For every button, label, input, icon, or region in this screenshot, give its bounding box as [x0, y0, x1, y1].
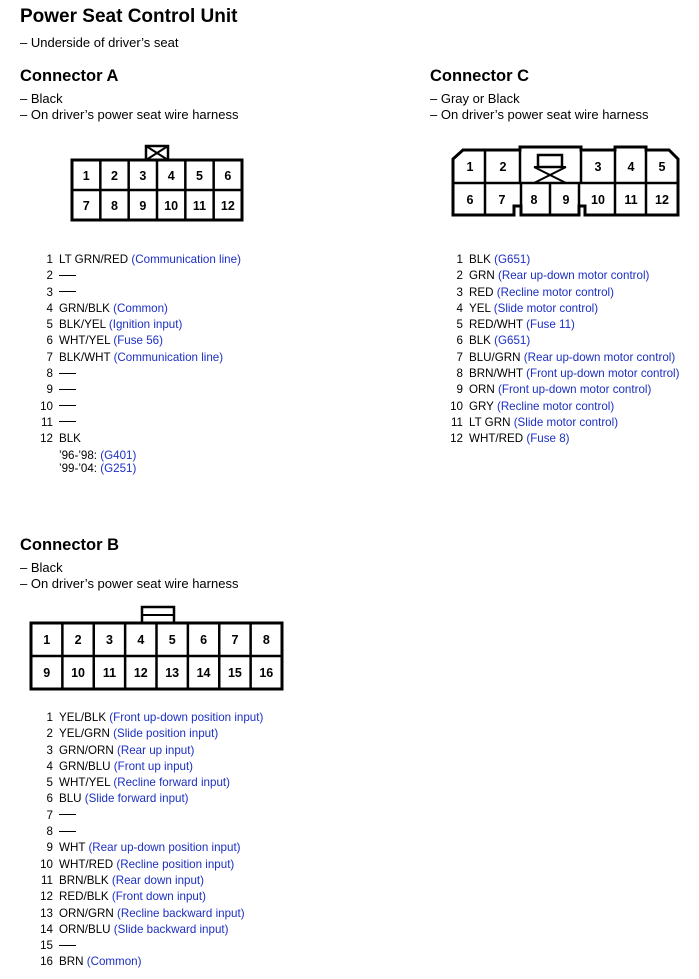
pin-number: 10 — [450, 399, 463, 413]
cavity-number: 4 — [167, 169, 175, 183]
pin-number: 4 — [456, 301, 463, 315]
wire-color: GRN/BLU — [59, 759, 111, 773]
pin-function: (Slide backward input) — [113, 922, 229, 936]
cavity-number: 2 — [74, 633, 82, 647]
wire-color: BLU/GRN — [469, 350, 521, 364]
wire-color: YEL — [469, 301, 491, 315]
wire-color: BRN — [59, 955, 84, 969]
unused-pin-dash — [59, 405, 76, 406]
pin-function: (Common) — [86, 955, 142, 969]
pin-function: (Slide motor control) — [513, 415, 619, 429]
pin-body — [469, 285, 614, 301]
pin-number: 11 — [40, 415, 53, 429]
year-range: ’99-’04: — [59, 462, 98, 476]
wire-color: GRN — [469, 269, 495, 283]
pin-body — [59, 415, 76, 431]
cavity-number: 7 — [231, 633, 239, 647]
wire-color: ORN — [469, 383, 495, 397]
connector-b-diagram — [28, 603, 288, 693]
pin-body — [469, 382, 651, 398]
cavity-number: 9 — [139, 199, 147, 213]
pin-number: 4 — [46, 759, 53, 773]
cavity-number: 15 — [227, 666, 242, 680]
pin-number: 3 — [456, 285, 463, 299]
pin-number: 9 — [46, 383, 53, 397]
cavity-number: 5 — [658, 160, 666, 174]
pin-number: 8 — [46, 825, 53, 839]
pin-body — [59, 366, 76, 382]
wire-color: GRN/BLK — [59, 301, 110, 315]
cavity-number: 7 — [498, 193, 506, 207]
pin-number: 3 — [46, 743, 53, 757]
wire-color: ORN/GRN — [59, 906, 114, 920]
cavity-number: 1 — [466, 160, 474, 174]
cavity-number: 3 — [105, 633, 113, 647]
cavity-number: 1 — [43, 633, 51, 647]
cavity-number: 2 — [499, 160, 507, 174]
unused-pin-dash — [59, 389, 76, 390]
pin-function: (G651) — [494, 253, 531, 266]
wire-color: WHT/RED — [59, 857, 114, 871]
pin-body — [59, 431, 81, 447]
pin-function: (Communication line) — [113, 350, 224, 364]
cavity-number: 12 — [133, 666, 148, 680]
pin-body — [59, 333, 163, 349]
connector-b-title: Connector B — [20, 536, 119, 554]
pin-number: 9 — [456, 383, 463, 397]
pin-function: (Recline motor control) — [496, 285, 614, 299]
wire-color: RED/WHT — [469, 318, 523, 332]
pin-body — [59, 889, 206, 905]
wire-color: BLU — [59, 792, 82, 806]
cavity-number: 1 — [82, 169, 90, 183]
pin-body — [59, 382, 76, 398]
pin-number: 5 — [46, 776, 53, 790]
pin-number: 15 — [40, 939, 53, 953]
wire-color: WHT — [59, 841, 86, 855]
pin-number: 2 — [456, 269, 463, 283]
ground-point: (G251) — [100, 462, 137, 476]
pin-number: 7 — [46, 350, 53, 364]
cavity-number: 10 — [591, 193, 605, 207]
cavity-number: 2 — [111, 169, 118, 183]
pin-function: (Fuse 8) — [526, 432, 570, 446]
pin-number: 1 — [456, 253, 463, 266]
unused-pin-dash — [59, 831, 76, 832]
year-range: ’96-’98: — [59, 448, 98, 462]
wire-color: YEL/BLK — [59, 711, 107, 724]
wire-color: LT GRN/RED — [59, 253, 129, 266]
cavity-number: 9 — [43, 666, 51, 680]
cavity-number: 10 — [164, 199, 179, 213]
pin-function: (Rear up-down position input) — [88, 841, 241, 855]
pin-function: (Front up-down motor control) — [498, 383, 652, 397]
pin-body — [469, 301, 598, 317]
pin-number: 1 — [46, 711, 53, 724]
pin-body — [59, 285, 76, 301]
pin-number: 6 — [46, 334, 53, 348]
wire-color: YEL/GRN — [59, 727, 110, 741]
pin-number: 10 — [40, 857, 53, 871]
cavity-number: 10 — [71, 666, 86, 680]
pin-function: (Front down input) — [111, 890, 206, 904]
pin-body — [59, 938, 76, 954]
pin-function: (Communication line) — [131, 253, 241, 266]
pin-body — [469, 366, 679, 382]
pin-body — [469, 431, 570, 447]
pin-function: (Rear up-down motor control) — [498, 269, 650, 283]
cavity-number: 3 — [594, 160, 602, 174]
wire-color: WHT/RED — [469, 432, 524, 446]
cavity-number: 8 — [111, 199, 118, 213]
pin-body — [469, 415, 618, 431]
cavity-number: 5 — [168, 633, 176, 647]
pin-body — [59, 791, 189, 807]
pin-body — [59, 922, 229, 938]
cavity-number: 7 — [82, 199, 90, 213]
pin-function: (Front up-down motor control) — [526, 367, 680, 381]
pin-number: 5 — [456, 318, 463, 332]
pin-body — [59, 710, 263, 726]
pin-number: 12 — [40, 890, 53, 904]
pin-body — [59, 301, 168, 317]
pin-body — [59, 759, 193, 775]
pin-number: 6 — [46, 792, 53, 806]
pin-number: 13 — [40, 906, 53, 920]
pin-body — [59, 317, 182, 333]
cavity-number: 5 — [196, 169, 203, 183]
pin-body — [59, 954, 141, 970]
connector-a-location: – On driver’s power seat wire harness — [20, 107, 239, 122]
pin-number: 2 — [46, 269, 53, 283]
pin-function: (Slide motor control) — [493, 301, 599, 315]
connector-b-latch — [142, 607, 174, 623]
pin-function: (G651) — [494, 334, 531, 348]
cavity-number: 6 — [224, 169, 232, 183]
unused-pin-dash — [59, 945, 76, 946]
pin-body — [59, 906, 245, 922]
cavity-number: 8 — [530, 193, 538, 207]
cavity-number: 8 — [262, 633, 270, 647]
wire-color: WHT/YEL — [59, 334, 111, 348]
unit-location: – Underside of driver’s seat — [20, 35, 179, 50]
page-title: Power Seat Control Unit — [20, 6, 238, 27]
pin-function: (Recline position input) — [116, 857, 235, 871]
cavity-number: 16 — [259, 666, 274, 680]
wire-color: BRN/BLK — [59, 873, 109, 887]
pin-body — [59, 775, 230, 791]
pin-function: (Rear down input) — [111, 873, 205, 887]
pin-body — [59, 350, 223, 366]
pin-number: 6 — [456, 334, 463, 348]
ground-point: (G401) — [100, 448, 137, 462]
pin-number: 12 — [450, 432, 463, 446]
pin-function: (Recline motor control) — [496, 399, 615, 413]
pin-body — [59, 399, 76, 415]
pin-body — [469, 333, 530, 349]
wire-color: WHT/YEL — [59, 776, 111, 790]
connector-b-location: – On driver’s power seat wire harness — [20, 576, 239, 591]
cavity-number: 4 — [627, 160, 635, 174]
pin-body — [59, 268, 76, 284]
pin-body — [469, 317, 575, 333]
unused-pin-dash — [59, 814, 76, 815]
pin-body — [469, 268, 649, 284]
connector-c-color: – Gray or Black — [430, 91, 520, 106]
pin-number: 4 — [46, 301, 53, 315]
wire-color: BLK — [469, 334, 491, 348]
connector-a-latch — [146, 146, 168, 160]
pin-number: 9 — [46, 841, 53, 855]
wire-color: BLK — [469, 253, 491, 266]
cavity-number: 12 — [655, 193, 669, 207]
pin-body — [59, 840, 241, 856]
connector-a-color: – Black — [20, 91, 63, 106]
pin-number: 14 — [40, 922, 53, 936]
pin-number: 12 — [40, 432, 53, 446]
pin-body — [59, 252, 241, 268]
pin-number: 11 — [450, 415, 463, 429]
connector-a-diagram — [68, 143, 248, 223]
pin-body — [59, 743, 194, 759]
pin-function: (Slide position input) — [113, 727, 219, 741]
cavity-number: 11 — [624, 193, 638, 207]
pin-body — [469, 350, 675, 366]
pin-body — [59, 824, 76, 840]
cavity-number: 12 — [220, 199, 235, 213]
pin-function: (Front up input) — [113, 759, 194, 773]
cavity-number: 9 — [562, 193, 570, 207]
connector-a-title: Connector A — [20, 67, 119, 85]
connector-b-color: – Black — [20, 560, 63, 575]
cavity-number: 11 — [102, 666, 117, 680]
pin-number: 1 — [46, 253, 53, 266]
unused-pin-dash — [59, 275, 76, 276]
cavity-number: 14 — [196, 666, 211, 680]
wire-color: RED/BLK — [59, 890, 109, 904]
pin-body — [469, 252, 530, 268]
cavity-number: 11 — [192, 199, 207, 213]
cavity-number: 4 — [137, 633, 145, 647]
cavity-number: 13 — [165, 666, 180, 680]
pin-function: (Slide forward input) — [84, 792, 189, 806]
unused-pin-dash — [59, 291, 76, 292]
cavity-number: 3 — [139, 169, 147, 183]
pin-function: (Common) — [113, 301, 168, 315]
wire-color: BLK — [59, 432, 81, 446]
pin-function: (Fuse 11) — [526, 318, 575, 332]
cavity-number: 6 — [466, 193, 474, 207]
pin-number: 8 — [46, 367, 53, 381]
pin-function: (Rear up-down motor control) — [523, 350, 676, 364]
wire-color: BLK/YEL — [59, 318, 106, 332]
wire-color: GRN/ORN — [59, 743, 114, 757]
pin-body — [469, 399, 614, 415]
pin-number: 11 — [40, 873, 53, 887]
wire-color: ORN/BLU — [59, 922, 111, 936]
pin-body — [59, 808, 76, 824]
pin-body — [59, 726, 218, 742]
pin-number: 7 — [456, 350, 463, 364]
pin-number: 3 — [46, 285, 53, 299]
pin-number: 10 — [40, 399, 53, 413]
connector-c-title: Connector C — [430, 67, 529, 85]
pin-body — [59, 873, 204, 889]
pin-number: 8 — [456, 367, 463, 381]
pin-function: (Front up-down position input) — [109, 711, 264, 724]
pin-function: (Recline backward input) — [116, 906, 245, 920]
connector-c-diagram — [450, 145, 690, 220]
pin-body — [59, 857, 234, 873]
wire-color: LT GRN — [469, 415, 511, 429]
wire-color: RED — [469, 285, 494, 299]
pin-function: (Rear up input) — [116, 743, 195, 757]
pin-number: 5 — [46, 318, 53, 332]
pin-number: 16 — [40, 955, 53, 969]
wire-color: BRN/WHT — [469, 367, 523, 381]
unused-pin-dash — [59, 373, 76, 374]
pin-function: (Recline forward input) — [113, 776, 230, 790]
pin-function: (Fuse 56) — [113, 334, 163, 348]
pin-number: 7 — [46, 808, 53, 822]
pin-number: 2 — [46, 727, 53, 741]
unused-pin-dash — [59, 421, 76, 422]
wire-color: GRY — [469, 399, 494, 413]
pin-function: (Ignition input) — [108, 318, 183, 332]
connector-c-location: – On driver’s power seat wire harness — [430, 107, 649, 122]
wire-color: BLK/WHT — [59, 350, 111, 364]
cavity-number: 6 — [200, 633, 208, 647]
